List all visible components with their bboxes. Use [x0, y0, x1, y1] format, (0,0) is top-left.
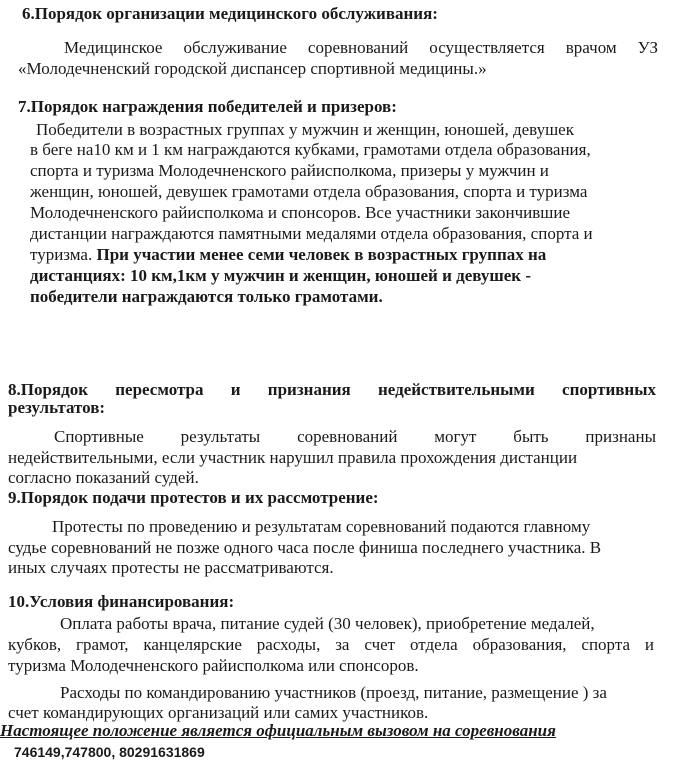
section-10-line-1: Оплата работы врача, питание судей (30 человек), приобретение медалей, — [60, 614, 595, 633]
section-7-bold-line-1: дистанциях: 10 км,1км у мужчин и женщин, юношей и девушек - — [30, 266, 531, 285]
section-7-line-4: женщин, юношей, девушек грамотами отдела образования, спорта и туризма — [30, 182, 588, 201]
section-6-line-2: «Молодечненский городской диспансер спортивной медицины.» — [18, 59, 487, 78]
section-9-heading: 9.Порядок подачи протестов и их рассмотрение: — [8, 488, 379, 507]
section-7-line-2: в беге на10 км и 1 км награждаются кубками, грамотами отдела образования, — [30, 140, 591, 159]
contact-phones: 746149,747800, 80291631869 — [14, 744, 205, 760]
section-7-line-6: дистанции награждаются памятными медалями отдела образования, спорта и — [30, 224, 593, 243]
section-10-line-4: Расходы по командированию участников (проезд, питание, размещение ) за — [60, 683, 607, 702]
section-8-line-2: недействительными, если участник нарушил правила прохождения дистанции — [8, 448, 578, 467]
section-10-heading: 10.Условия финансирования: — [8, 592, 235, 611]
section-6-heading: 6.Порядок организации медицинского обслуживания: — [22, 4, 438, 23]
section-6-line-1: Медицинское обслуживание соревнований осуществляется врачом УЗ — [64, 38, 658, 57]
section-8-line-1: Спортивные результаты соревнований могут быть признаны — [54, 427, 656, 446]
section-7-line-5: Молодечненского райисполкома и спонсоров. Все участники закончившие — [30, 203, 570, 222]
section-7-line-7 — [30, 245, 546, 265]
section-10-line-3: туризма Молодечненского райисполкома или спонсоров. — [8, 656, 419, 675]
section-7-line-3: спорта и туризма Молодечненского райисполкома, призеры у мужчин и — [30, 161, 549, 180]
section-7-line-7-normal: туризма. — [30, 245, 97, 264]
section-7-bold-line-2: победители награждаются только грамотами. — [30, 287, 383, 306]
section-7-heading: 7.Порядок награждения победителей и призеров: — [18, 97, 397, 116]
section-8-heading-line-1: 8.Порядок пересмотра и признания недействительными спортивных — [8, 380, 656, 399]
section-9-line-2: судье соревнований не позже одного часа после финиша последнего участника. В — [8, 538, 602, 557]
section-9-line-1: Протесты по проведению и результатам соревнований подаются главному — [52, 517, 591, 536]
section-8-line-3: согласно показаний судей. — [8, 468, 199, 487]
section-10-line-2: кубков, грамот, канцелярские расходы, за счет отдела образования, спорта и — [8, 635, 654, 654]
section-9-line-3: иных случаях протесты не рассматриваются. — [8, 558, 334, 577]
section-7-line-1: Победители в возрастных группах у мужчин и женщин, юношей, девушек — [36, 120, 574, 139]
section-10-line-5: счет командирующих организаций или самих участников. — [8, 703, 429, 722]
section-8-heading-line-2: результатов: — [8, 398, 106, 417]
official-notice: Настоящее положение является официальным вызовом на соревнования — [0, 721, 556, 740]
section-7-line-7-bold: При участии менее семи человек в возрастных группах на — [96, 245, 547, 264]
